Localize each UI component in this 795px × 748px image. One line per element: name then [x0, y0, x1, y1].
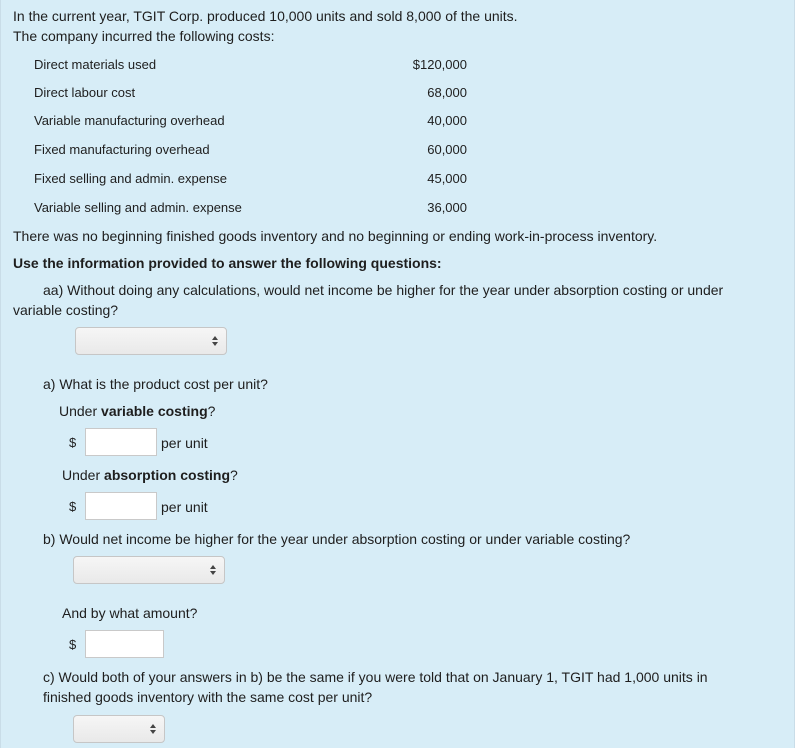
absorption-cost-unit-label: per unit [161, 499, 208, 515]
variable-cost-currency: $ [69, 435, 77, 450]
cost-value-fixed-selling-admin: 45,000 [427, 171, 467, 186]
variable-costing-emphasis: variable costing [101, 403, 208, 419]
question-aa-select[interactable] [75, 327, 227, 355]
question-b-prompt: b) Would net income be higher for the year under absorption costing or under variable costing? [43, 531, 631, 547]
cost-value-direct-labour: 68,000 [427, 85, 467, 100]
cost-label-variable-mfg-overhead: Variable manufacturing overhead [34, 113, 225, 128]
question-b-select[interactable] [73, 556, 225, 584]
up-down-chevron-icon [150, 723, 156, 735]
question-aa-line-1: aa) Without doing any calculations, would net income be higher for the year under absorption costing or under [43, 282, 724, 298]
absorption-cost-per-unit-input[interactable] [85, 492, 157, 520]
up-down-chevron-icon [212, 335, 218, 347]
question-aa-line-2: variable costing? [13, 302, 119, 318]
instructions-heading: Use the information provided to answer the following questions: [13, 255, 442, 271]
question-c-select[interactable] [73, 715, 165, 743]
absorption-cost-currency: $ [69, 499, 77, 514]
cost-label-direct-labour: Direct labour cost [34, 85, 136, 100]
cost-label-direct-materials: Direct materials used [34, 57, 157, 72]
variable-costing-label: Under variable costing? [59, 403, 216, 419]
question-c-line-2: finished goods inventory with the same cost per unit? [43, 689, 373, 705]
question-b-amount-input[interactable] [85, 630, 164, 658]
absorption-costing-label: Under absorption costing? [62, 467, 238, 483]
variable-cost-unit-label: per unit [161, 435, 208, 451]
up-down-chevron-icon [210, 564, 216, 576]
cost-label-variable-selling-admin: Variable selling and admin. expense [34, 200, 242, 215]
cost-value-variable-mfg-overhead: 40,000 [427, 113, 467, 128]
question-b-amount-currency: $ [69, 637, 77, 652]
inventory-note: There was no beginning finished goods inventory and no beginning or ending work-in-process inventory. [13, 228, 658, 244]
cost-label-fixed-selling-admin: Fixed selling and admin. expense [34, 171, 227, 186]
cost-value-direct-materials: $120,000 [412, 57, 467, 72]
absorption-costing-emphasis: absorption costing [104, 467, 231, 483]
question-c-line-1: c) Would both of your answers in b) be the same if you were told that on January 1, TGIT had 1,000 units in [43, 669, 708, 685]
intro-line-1: In the current year, TGIT Corp. produced 10,000 units and sold 8,000 of the units. [13, 8, 518, 24]
cost-value-fixed-mfg-overhead: 60,000 [427, 142, 467, 157]
intro-line-2: The company incurred the following costs: [13, 28, 275, 44]
question-a-prompt: a) What is the product cost per unit? [43, 376, 268, 392]
variable-cost-per-unit-input[interactable] [85, 428, 157, 456]
cost-value-variable-selling-admin: 36,000 [427, 200, 467, 215]
cost-label-fixed-mfg-overhead: Fixed manufacturing overhead [34, 142, 210, 157]
question-b-amount-prompt: And by what amount? [62, 605, 198, 621]
